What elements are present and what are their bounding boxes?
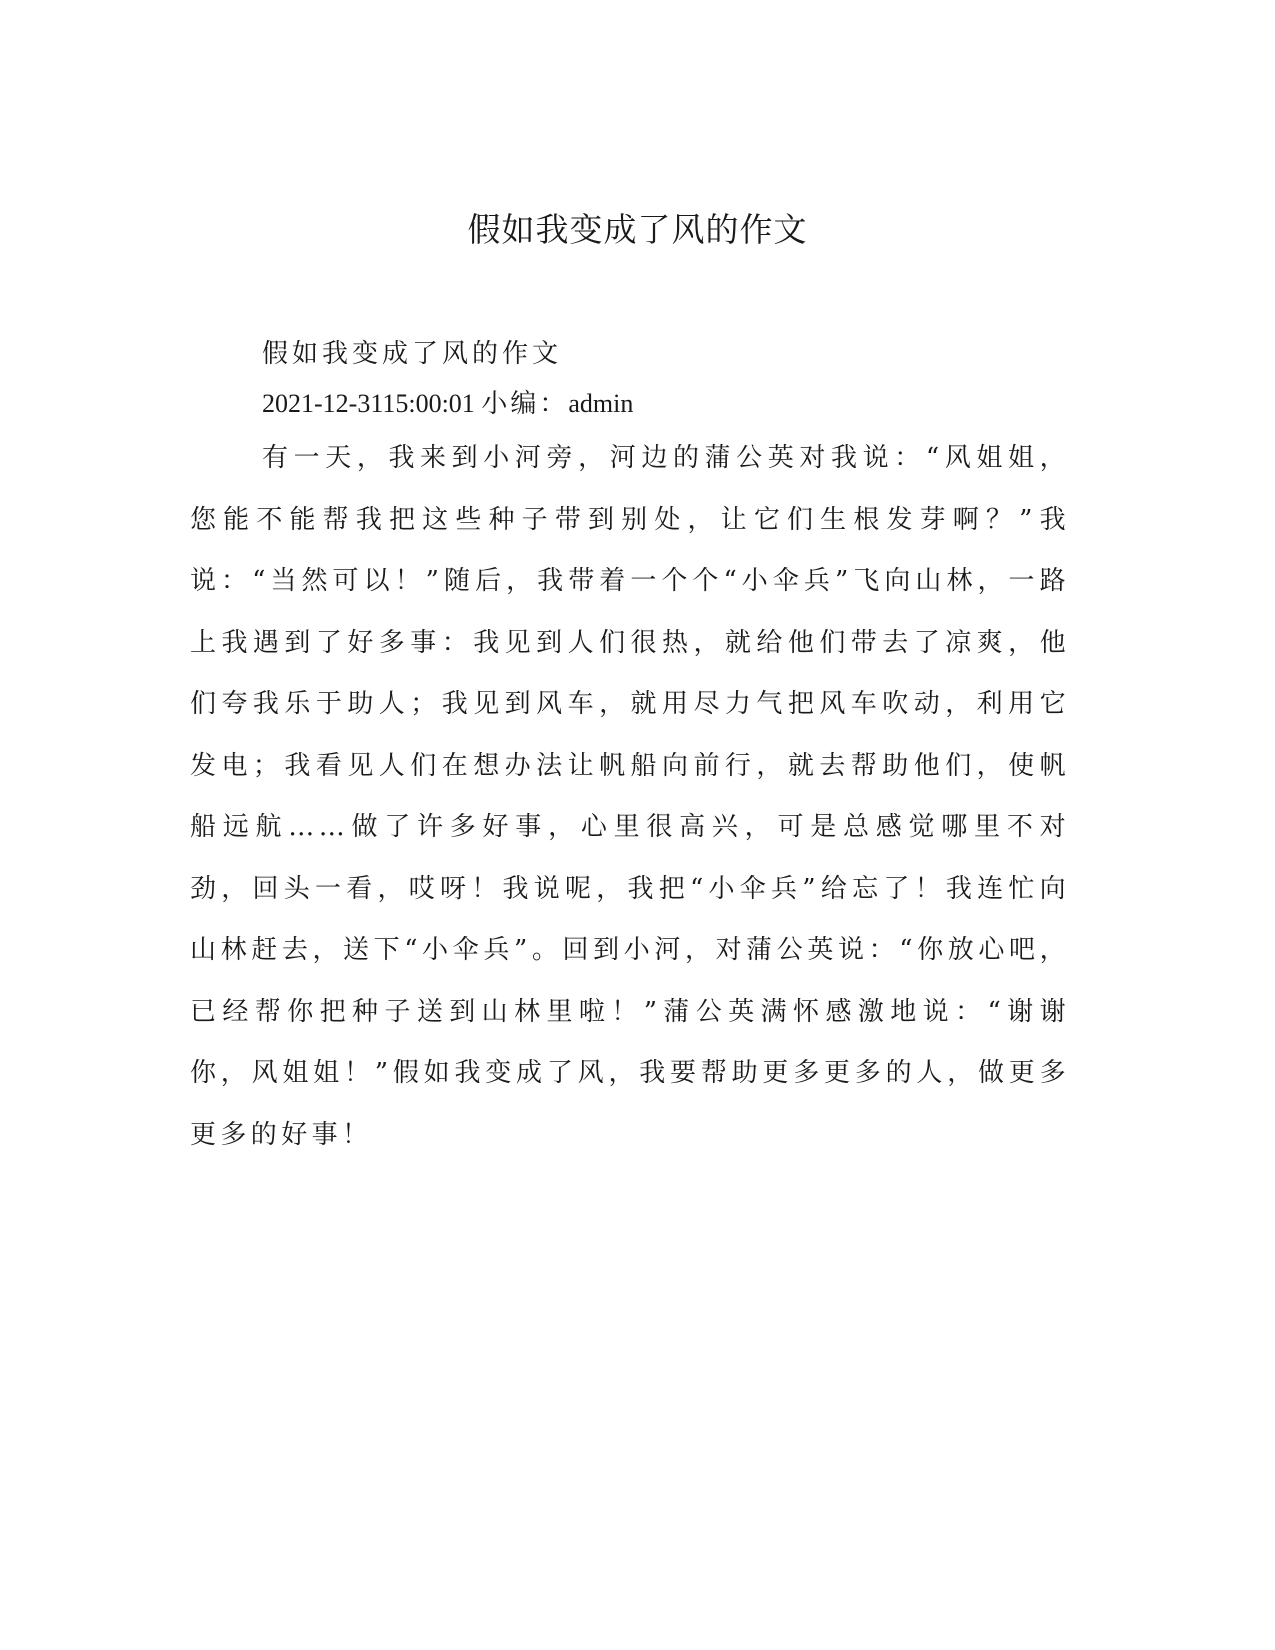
story-paragraph: 有一天，我来到小河旁，河边的蒲公英对我说：“风姐姐，您能不能帮我把这些种子带到别处，让它们生根发芽啊？”我说：“当然可以！”随后，我带着一个个“小伞兵”飞向山林，一路上我遇到了好多事：我见到人们很热，就给他们带去了凉爽，他们夸我乐于助人；我见到风车，就用尽力气把风车吹动，利用它发电；我看见人们在想办法让帆船向前行，就去帮助他们，使帆船远航……做了许多好事，心里很高兴，可是总感觉哪里不对劲，回头一看，哎呀！我说呢，我把“小伞兵”给忘了！我连忙向山林赶去，送下“小伞兵”。回到小河，对蒲公英说：“你放心吧，已经帮你把种子送到山林里啦！”蒲公英满怀感激地说：“谢谢你，风姐姐！”假如我变成了风，我要帮助更多更多的人，做更多更多的好事！ [190, 443, 1070, 1150]
document-body [190, 330, 1070, 1166]
document-meta [190, 379, 1070, 428]
editor-name: admin [568, 389, 634, 418]
publish-datetime: 2021-12-3115:00:01 [262, 389, 475, 418]
document-subtitle: 假如我变成了风的作文 [262, 339, 563, 369]
editor-label: 小编： [481, 389, 569, 418]
document-title: 假如我变成了风的作文 [467, 210, 808, 249]
